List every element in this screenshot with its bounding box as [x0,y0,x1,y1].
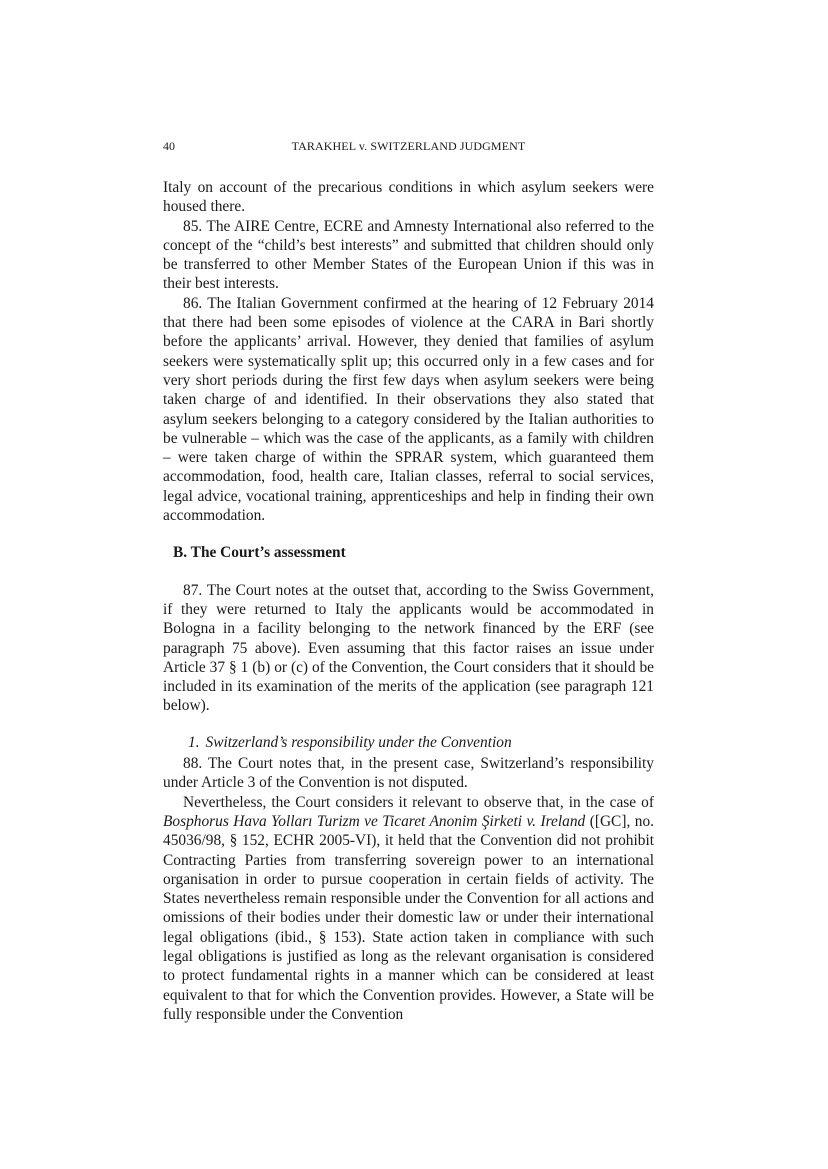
case-name-bosphorus: Bosphorus Hava Yolları Turizm ve Ticaret Anonim Şirketi v. Ireland [163,812,586,830]
running-header [163,136,654,156]
subsection-heading-1 [188,733,654,752]
paragraph-nevertheless [163,793,654,1025]
subsection-number: 1. [188,733,200,751]
running-title: TARAKHEL v. SWITZERLAND JUDGMENT [291,139,526,153]
paragraph-87: 87. The Court notes at the outset that, according to the Swiss Government, if they were returned to Italy the applicants would be accommodated in Bologna in a facility belonging to the network financed by the ERF (see paragraph 75 above). Even assuming that this factor raises an issue under Article 37 § 1 (b) or (c) of the Convention, the Court considers that it should be included in its examination of the merits of the application (see paragraph 121 below). [163,581,654,715]
subsection-title: Switzerland’s responsibility under the Convention [205,733,512,751]
paragraph-85: 85. The AIRE Centre, ECRE and Amnesty International also referred to the concept of the “child’s best interests” and submitted that children should only be transferred to other Member States of the European Union if this was in their best interests. [163,217,654,293]
paragraph-nevertheless-start: Nevertheless, the Court considers it relevant to observe that, in the case of [183,793,654,811]
paragraph-88: 88. The Court notes that, in the present case, Switzerland’s responsibility under Article 3 of the Convention is not disputed. [163,755,654,792]
page-number: 40 [163,139,175,153]
document-page [163,136,654,1024]
paragraph-86: 86. The Italian Government confirmed at the hearing of 12 February 2014 that there had been some episodes of violence at the CARA in Bari shortly before the applicants’ arrival. However, they denied that families of asylum seekers were systematically split up; this occurred only in a few cases and for very short periods during the first few days when asylum seekers were being taken charge of and identified. In their observations they also stated that asylum seekers belonging to a category considered by the Italian authorities to be vulnerable – which was the case of the applicants, as a family with children – were taken charge of within the SPRAR system, which guaranteed them accommodation, food, health care, Italian classes, referral to social services, legal advice, vocational training, apprenticeships and help in finding their own accommodation. [163,294,654,525]
paragraph-nevertheless-end: ([GC], no. 45036/98, § 152, ECHR 2005-VI), it held that the Convention did not prohibit Contracting Parties from transferring sovereign power to an international organisation in order to pursue cooperation in certain fields of activity. The States nevertheless remain responsible under the Convention for all actions and omissions of their bodies under their domestic law or under their international legal obligations (ibid., § 153). State action taken in compliance with such legal obligations is justified as long as the relevant organisation is considered to protect fundamental rights in a manner which can be considered at least equivalent to that for which the Convention provides. However, a State will be fully responsible under the Convention [163,812,655,1023]
section-heading-b: B. The Court’s assessment [173,544,346,562]
paragraph-continuation: Italy on account of the precarious conditions in which asylum seekers were housed there. [163,179,654,216]
